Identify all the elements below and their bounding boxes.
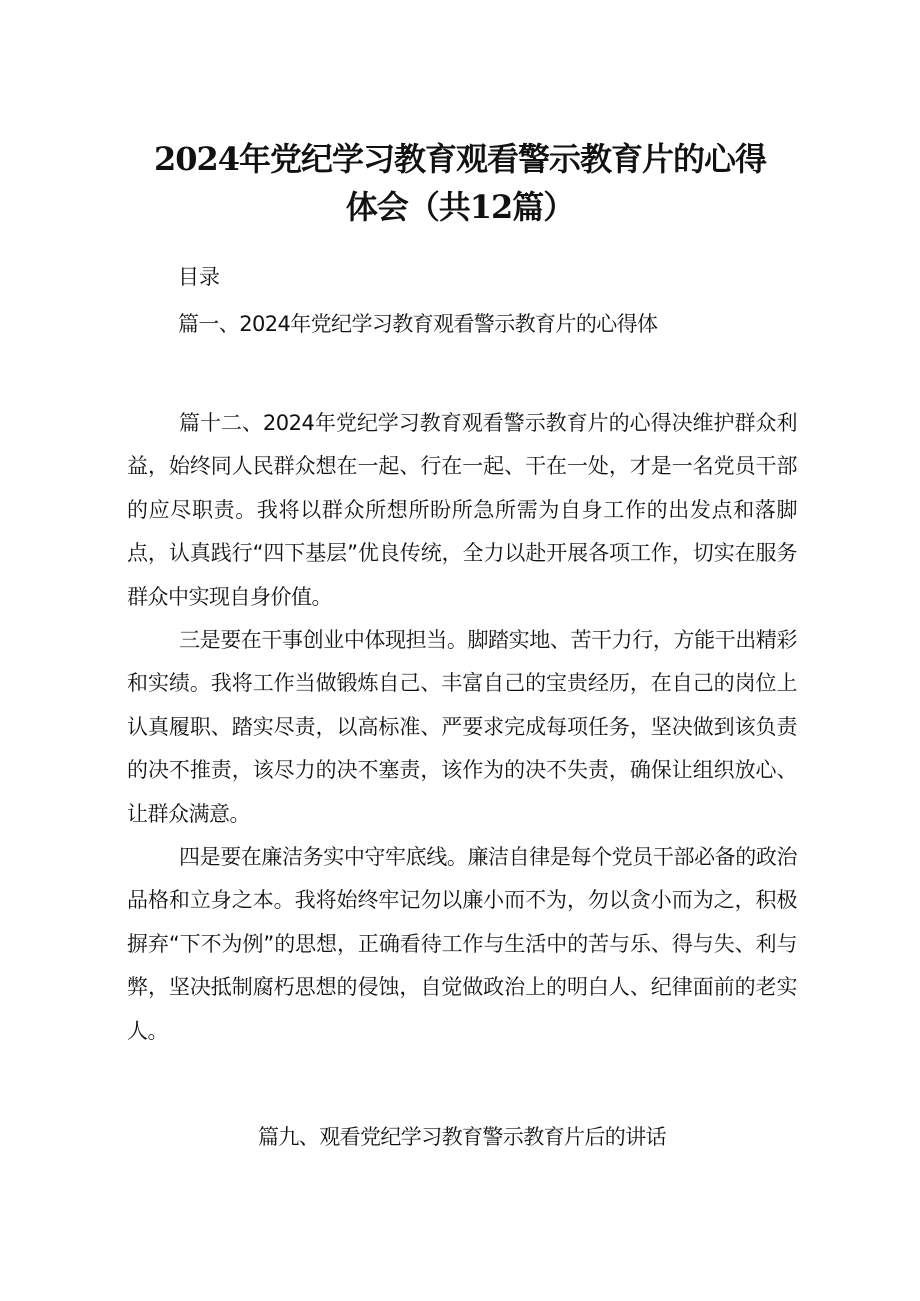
section-heading: 篇九、观看党纪学习教育警示教育片后的讲话 <box>258 1125 666 1149</box>
toc-label: 目录 <box>178 265 220 289</box>
paragraph-2: 三是要在干事创业中体现担当。脚踏实地、苦干力行，方能干出精彩和实绩。我将工作当做锻炼自己、丰富自己的宝贵经历，在自己的岗位上认真履职、踏实尽责，以高标准、严要求完成每项任务，坚决做到该负责的决不推责，该尽力的决不塞责，该作为的决不失责，确保让组织放心、让群众满意。 <box>127 628 797 826</box>
document-title: 2024年党纪学习教育观看警示教育片的心得体会（共12篇） <box>153 140 767 226</box>
paragraph-1: 篇十二、2024年党纪学习教育观看警示教育片的心得决维护群众利益，始终同人民群众想在一起、行在一起、干在一处，才是一名党员干部的应尽职责。我将以群众所想所盼所急所需为自身工作的出发点和落脚点，认真践行“四下基层”优良传统，全力以赴开展各项工作，切实在服务群众中实现自身价值。 <box>127 411 797 609</box>
toc-entry: 篇一、2024年党纪学习教育观看警示教育片的心得体 <box>178 312 658 336</box>
body-text <box>127 402 797 1053</box>
paragraph-3: 四是要在廉洁务实中守牢底线。廉洁自律是每个党员干部必备的政治品格和立身之本。我将始终牢记勿以廉小而不为，勿以贪小而为之，积极摒弃“下不为例”的思想，正确看待工作与生活中的苦与乐、得与失、利与弊，坚决抵制腐朽思想的侵蚀，自觉做政治上的明白人、纪律面前的老实人。 <box>127 845 797 1043</box>
